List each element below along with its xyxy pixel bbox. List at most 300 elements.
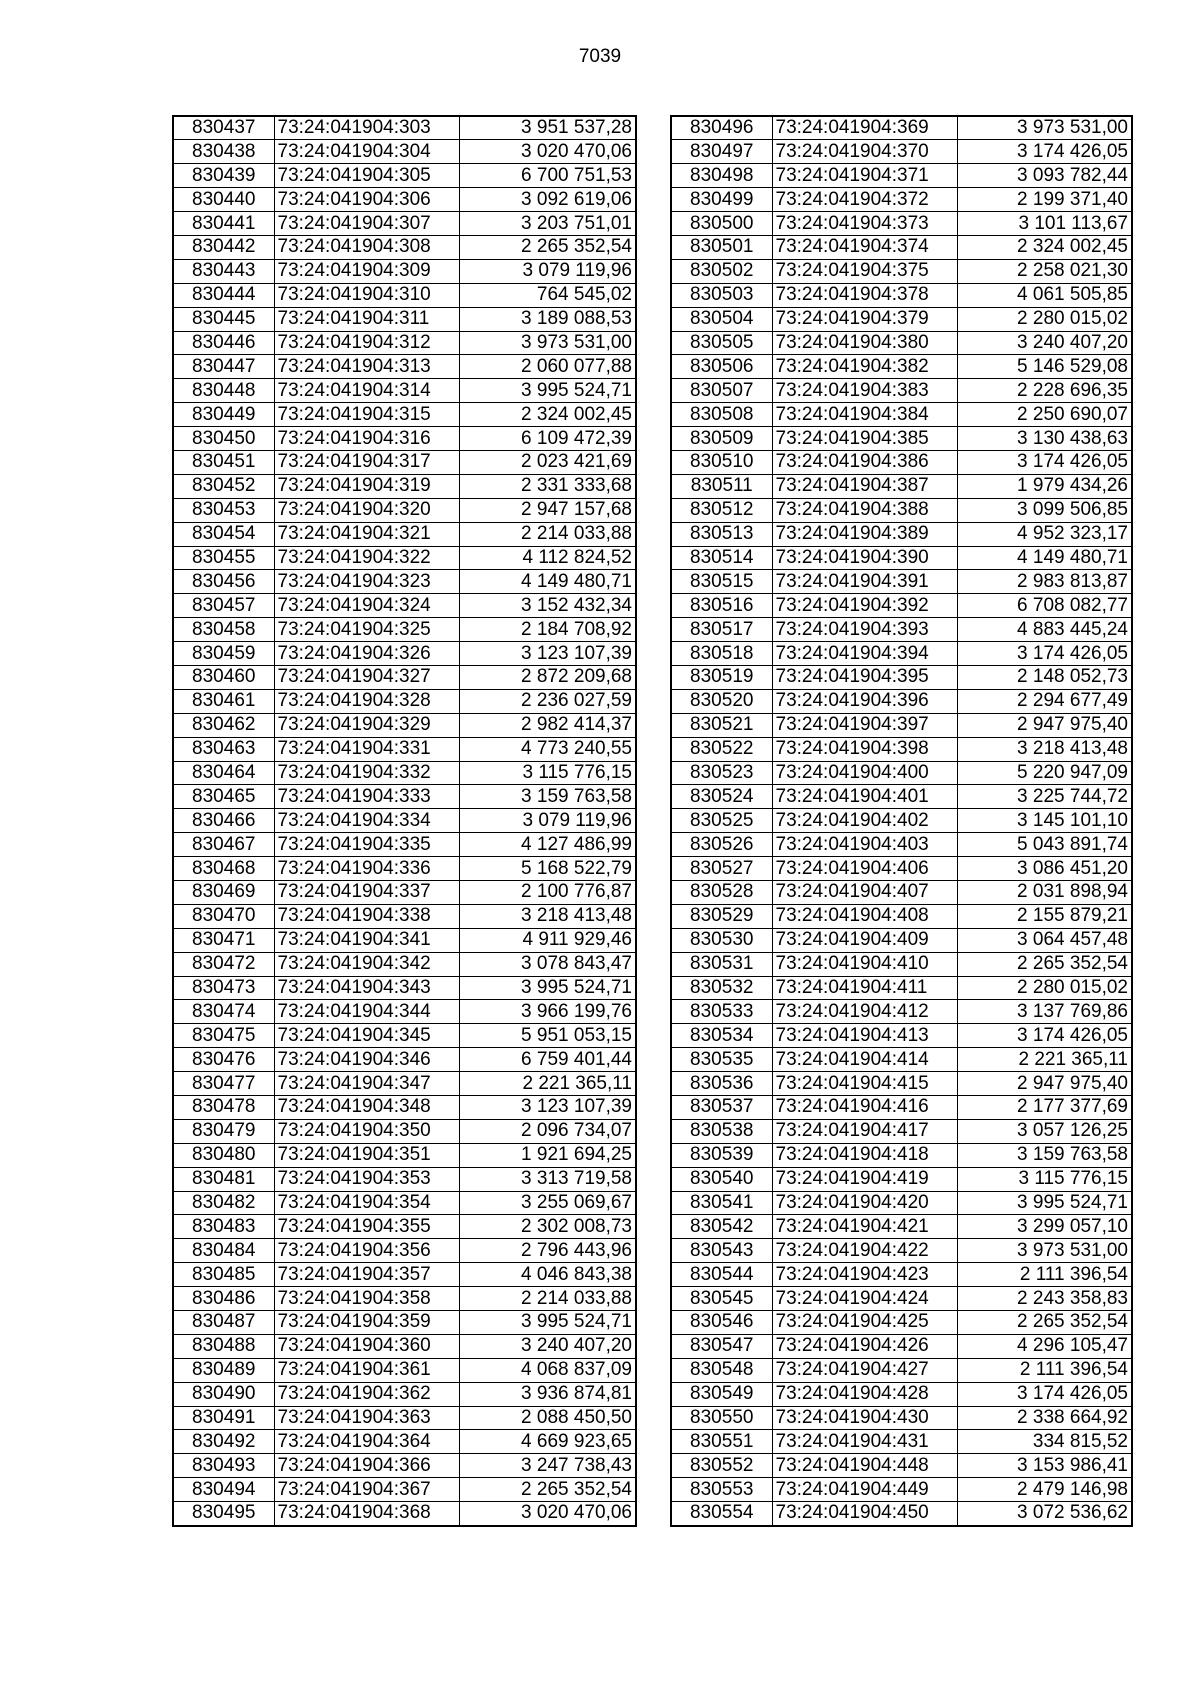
table-row [671,1072,1132,1096]
row-number-cell: 830508 [671,403,772,427]
table-row [173,1096,636,1120]
value-cell: 3 137 769,86 [957,1000,1132,1024]
value-cell: 5 043 891,74 [957,833,1132,857]
cadastral-number-cell: 73:24:041904:364 [274,1430,459,1454]
value-cell: 1 979 434,26 [957,474,1132,498]
table-row [671,522,1132,546]
value-cell: 3 240 407,20 [957,331,1132,355]
row-number-cell: 830537 [671,1096,772,1120]
cadastral-number-cell: 73:24:041904:346 [274,1048,459,1072]
cadastral-number-cell: 73:24:041904:314 [274,379,459,403]
value-cell: 2 214 033,88 [459,522,636,546]
table-row [173,188,636,212]
row-number-cell: 830529 [671,904,772,928]
row-number-cell: 830501 [671,235,772,259]
value-cell: 2 302 008,73 [459,1215,636,1239]
value-cell: 3 936 874,81 [459,1382,636,1406]
table-row [671,1263,1132,1287]
cadastral-number-cell: 73:24:041904:408 [772,904,957,928]
value-cell: 3 159 763,58 [459,785,636,809]
right-table-body [671,116,1132,1526]
table-row [671,1119,1132,1143]
value-cell: 3 086 451,20 [957,857,1132,881]
row-number-cell: 830478 [173,1096,274,1120]
value-cell: 2 280 015,02 [957,976,1132,1000]
table-row [671,331,1132,355]
cadastral-number-cell: 73:24:041904:326 [274,642,459,666]
cadastral-number-cell: 73:24:041904:373 [772,212,957,236]
cadastral-number-cell: 73:24:041904:397 [772,713,957,737]
value-cell: 2 258 021,30 [957,259,1132,283]
cadastral-number-cell: 73:24:041904:320 [274,498,459,522]
table-row [173,689,636,713]
cadastral-number-cell: 73:24:041904:398 [772,737,957,761]
value-cell: 5 146 529,08 [957,355,1132,379]
value-cell: 2 265 352,54 [957,1311,1132,1335]
table-row [671,1478,1132,1502]
value-cell: 5 220 947,09 [957,761,1132,785]
table-row [173,665,636,689]
row-number-cell: 830473 [173,976,274,1000]
table-row [671,1311,1132,1335]
row-number-cell: 830505 [671,331,772,355]
row-number-cell: 830479 [173,1119,274,1143]
value-cell: 2 479 146,98 [957,1478,1132,1502]
table-row [173,474,636,498]
row-number-cell: 830495 [173,1502,274,1526]
table-row [671,259,1132,283]
table-row [173,1048,636,1072]
row-number-cell: 830532 [671,976,772,1000]
row-number-cell: 830539 [671,1143,772,1167]
table-row [671,1358,1132,1382]
row-number-cell: 830524 [671,785,772,809]
cadastral-number-cell: 73:24:041904:379 [772,307,957,331]
table-row [173,833,636,857]
row-number-cell: 830493 [173,1454,274,1478]
row-number-cell: 830453 [173,498,274,522]
value-cell: 3 020 470,06 [459,1502,636,1526]
table-row [671,1191,1132,1215]
table-row [173,594,636,618]
value-cell: 3 995 524,71 [459,976,636,1000]
cadastral-number-cell: 73:24:041904:380 [772,331,957,355]
row-number-cell: 830499 [671,188,772,212]
table-row [671,474,1132,498]
cadastral-number-cell: 73:24:041904:375 [772,259,957,283]
value-cell: 3 130 438,63 [957,427,1132,451]
value-cell: 3 101 113,67 [957,212,1132,236]
cadastral-number-cell: 73:24:041904:316 [274,427,459,451]
table-row [671,164,1132,188]
table-row [173,1143,636,1167]
value-cell: 3 951 537,28 [459,116,636,140]
value-cell: 2 155 879,21 [957,904,1132,928]
row-number-cell: 830452 [173,474,274,498]
table-row [671,1000,1132,1024]
value-cell: 5 951 053,15 [459,1024,636,1048]
cadastral-number-cell: 73:24:041904:410 [772,952,957,976]
value-cell: 2 184 708,92 [459,618,636,642]
value-cell: 3 115 776,15 [957,1167,1132,1191]
table-row [671,665,1132,689]
value-cell: 2 265 352,54 [459,235,636,259]
cadastral-number-cell: 73:24:041904:366 [274,1454,459,1478]
value-cell: 3 174 426,05 [957,1382,1132,1406]
cadastral-number-cell: 73:24:041904:431 [772,1430,957,1454]
table-row [173,498,636,522]
cadastral-number-cell: 73:24:041904:337 [274,881,459,905]
table-row [173,1382,636,1406]
row-number-cell: 830519 [671,665,772,689]
row-number-cell: 830512 [671,498,772,522]
value-cell: 4 911 929,46 [459,928,636,952]
value-cell: 3 218 413,48 [957,737,1132,761]
left-table-body [173,116,636,1526]
table-row [671,212,1132,236]
cadastral-number-cell: 73:24:041904:367 [274,1478,459,1502]
table-row [671,737,1132,761]
cadastral-number-cell: 73:24:041904:415 [772,1072,957,1096]
table-row [671,642,1132,666]
cadastral-number-cell: 73:24:041904:413 [772,1024,957,1048]
row-number-cell: 830521 [671,713,772,737]
cadastral-number-cell: 73:24:041904:324 [274,594,459,618]
table-row [671,1215,1132,1239]
row-number-cell: 830527 [671,857,772,881]
value-cell: 3 020 470,06 [459,140,636,164]
cadastral-number-cell: 73:24:041904:383 [772,379,957,403]
row-number-cell: 830476 [173,1048,274,1072]
value-cell: 1 921 694,25 [459,1143,636,1167]
cadastral-number-cell: 73:24:041904:336 [274,857,459,881]
value-cell: 6 700 751,53 [459,164,636,188]
value-cell: 2 982 414,37 [459,713,636,737]
value-cell: 3 123 107,39 [459,642,636,666]
value-cell: 2 947 975,40 [957,713,1132,737]
value-cell: 3 174 426,05 [957,642,1132,666]
row-number-cell: 830483 [173,1215,274,1239]
value-cell: 3 079 119,96 [459,809,636,833]
table-row [671,689,1132,713]
table-row [173,1334,636,1358]
value-cell: 2 221 365,11 [459,1072,636,1096]
table-row [671,498,1132,522]
row-number-cell: 830484 [173,1239,274,1263]
value-cell: 3 099 506,85 [957,498,1132,522]
row-number-cell: 830503 [671,283,772,307]
value-cell: 3 240 407,20 [459,1334,636,1358]
cadastral-number-cell: 73:24:041904:333 [274,785,459,809]
row-number-cell: 830469 [173,881,274,905]
row-number-cell: 830485 [173,1263,274,1287]
cadastral-number-cell: 73:24:041904:422 [772,1239,957,1263]
table-row [671,450,1132,474]
cadastral-number-cell: 73:24:041904:329 [274,713,459,737]
value-cell: 2 100 776,87 [459,881,636,905]
row-number-cell: 830517 [671,618,772,642]
row-number-cell: 830502 [671,259,772,283]
value-cell: 4 883 445,24 [957,618,1132,642]
table-row [173,522,636,546]
table-row [173,1358,636,1382]
row-number-cell: 830450 [173,427,274,451]
value-cell: 3 218 413,48 [459,904,636,928]
row-number-cell: 830545 [671,1287,772,1311]
row-number-cell: 830509 [671,427,772,451]
value-cell: 3 115 776,15 [459,761,636,785]
table-row [173,1406,636,1430]
table-row [671,785,1132,809]
cadastral-number-cell: 73:24:041904:305 [274,164,459,188]
value-cell: 2 096 734,07 [459,1119,636,1143]
value-cell: 2 243 358,83 [957,1287,1132,1311]
table-row [173,809,636,833]
table-row [671,618,1132,642]
row-number-cell: 830491 [173,1406,274,1430]
table-row [671,1096,1132,1120]
row-number-cell: 830523 [671,761,772,785]
row-number-cell: 830462 [173,713,274,737]
left-data-table [172,115,637,1527]
cadastral-number-cell: 73:24:041904:304 [274,140,459,164]
value-cell: 2 280 015,02 [957,307,1132,331]
table-row [671,188,1132,212]
row-number-cell: 830546 [671,1311,772,1335]
table-row [173,212,636,236]
value-cell: 2 331 333,68 [459,474,636,498]
cadastral-number-cell: 73:24:041904:342 [274,952,459,976]
value-cell: 3 174 426,05 [957,450,1132,474]
row-number-cell: 830455 [173,546,274,570]
value-cell: 3 093 782,44 [957,164,1132,188]
table-row [173,904,636,928]
table-row [671,570,1132,594]
table-row [671,1382,1132,1406]
row-number-cell: 830550 [671,1406,772,1430]
cadastral-number-cell: 73:24:041904:345 [274,1024,459,1048]
cadastral-number-cell: 73:24:041904:368 [274,1502,459,1526]
row-number-cell: 830504 [671,307,772,331]
row-number-cell: 830543 [671,1239,772,1263]
cadastral-number-cell: 73:24:041904:306 [274,188,459,212]
row-number-cell: 830481 [173,1167,274,1191]
row-number-cell: 830443 [173,259,274,283]
row-number-cell: 830451 [173,450,274,474]
value-cell: 2 214 033,88 [459,1287,636,1311]
cadastral-number-cell: 73:24:041904:388 [772,498,957,522]
value-cell: 3 174 426,05 [957,1024,1132,1048]
value-cell: 3 123 107,39 [459,1096,636,1120]
cadastral-number-cell: 73:24:041904:391 [772,570,957,594]
value-cell: 3 189 088,53 [459,307,636,331]
table-row [671,1287,1132,1311]
cadastral-number-cell: 73:24:041904:372 [772,188,957,212]
table-row [173,331,636,355]
row-number-cell: 830472 [173,952,274,976]
row-number-cell: 830522 [671,737,772,761]
value-cell: 2 023 421,69 [459,450,636,474]
value-cell: 4 669 923,65 [459,1430,636,1454]
cadastral-number-cell: 73:24:041904:331 [274,737,459,761]
value-cell: 2 088 450,50 [459,1406,636,1430]
table-row [173,1072,636,1096]
row-number-cell: 830533 [671,1000,772,1024]
cadastral-number-cell: 73:24:041904:414 [772,1048,957,1072]
cadastral-number-cell: 73:24:041904:428 [772,1382,957,1406]
table-row [173,761,636,785]
row-number-cell: 830461 [173,689,274,713]
row-number-cell: 830492 [173,1430,274,1454]
table-row [671,1239,1132,1263]
table-row [671,116,1132,140]
table-row [173,116,636,140]
row-number-cell: 830466 [173,809,274,833]
cadastral-number-cell: 73:24:041904:430 [772,1406,957,1430]
row-number-cell: 830468 [173,857,274,881]
value-cell: 2 031 898,94 [957,881,1132,905]
cadastral-number-cell: 73:24:041904:361 [274,1358,459,1382]
row-number-cell: 830549 [671,1382,772,1406]
cadastral-number-cell: 73:24:041904:356 [274,1239,459,1263]
cadastral-number-cell: 73:24:041904:344 [274,1000,459,1024]
cadastral-number-cell: 73:24:041904:411 [772,976,957,1000]
value-cell: 2 265 352,54 [459,1478,636,1502]
row-number-cell: 830488 [173,1334,274,1358]
value-cell: 3 299 057,10 [957,1215,1132,1239]
row-number-cell: 830548 [671,1358,772,1382]
cadastral-number-cell: 73:24:041904:409 [772,928,957,952]
row-number-cell: 830510 [671,450,772,474]
table-row [671,881,1132,905]
table-row [671,403,1132,427]
cadastral-number-cell: 73:24:041904:355 [274,1215,459,1239]
row-number-cell: 830486 [173,1287,274,1311]
table-row [671,761,1132,785]
cadastral-number-cell: 73:24:041904:449 [772,1478,957,1502]
cadastral-number-cell: 73:24:041904:315 [274,403,459,427]
cadastral-number-cell: 73:24:041904:322 [274,546,459,570]
cadastral-number-cell: 73:24:041904:334 [274,809,459,833]
value-cell: 2 060 077,88 [459,355,636,379]
row-number-cell: 830494 [173,1478,274,1502]
value-cell: 2 111 396,54 [957,1263,1132,1287]
value-cell: 2 228 696,35 [957,379,1132,403]
row-number-cell: 830526 [671,833,772,857]
row-number-cell: 830447 [173,355,274,379]
row-number-cell: 830518 [671,642,772,666]
table-row [671,140,1132,164]
cadastral-number-cell: 73:24:041904:387 [772,474,957,498]
cadastral-number-cell: 73:24:041904:421 [772,1215,957,1239]
value-cell: 3 174 426,05 [957,140,1132,164]
table-row [671,1502,1132,1526]
value-cell: 4 061 505,85 [957,283,1132,307]
value-cell: 4 149 480,71 [957,546,1132,570]
row-number-cell: 830528 [671,881,772,905]
row-number-cell: 830471 [173,928,274,952]
cadastral-number-cell: 73:24:041904:311 [274,307,459,331]
table-row [671,928,1132,952]
table-row [671,1430,1132,1454]
value-cell: 3 995 524,71 [957,1191,1132,1215]
cadastral-number-cell: 73:24:041904:427 [772,1358,957,1382]
cadastral-number-cell: 73:24:041904:396 [772,689,957,713]
cadastral-number-cell: 73:24:041904:403 [772,833,957,857]
row-number-cell: 830463 [173,737,274,761]
cadastral-number-cell: 73:24:041904:359 [274,1311,459,1335]
row-number-cell: 830458 [173,618,274,642]
cadastral-number-cell: 73:24:041904:321 [274,522,459,546]
cadastral-number-cell: 73:24:041904:386 [772,450,957,474]
cadastral-number-cell: 73:24:041904:323 [274,570,459,594]
row-number-cell: 830544 [671,1263,772,1287]
table-row [173,1478,636,1502]
table-row [173,857,636,881]
value-cell: 3 966 199,76 [459,1000,636,1024]
cadastral-number-cell: 73:24:041904:343 [274,976,459,1000]
value-cell: 4 068 837,09 [459,1358,636,1382]
row-number-cell: 830438 [173,140,274,164]
table-row [173,1167,636,1191]
value-cell: 4 046 843,38 [459,1263,636,1287]
cadastral-number-cell: 73:24:041904:423 [772,1263,957,1287]
table-row [173,1430,636,1454]
table-row [671,594,1132,618]
table-row [173,642,636,666]
value-cell: 3 973 531,00 [957,1239,1132,1263]
value-cell: 764 545,02 [459,283,636,307]
row-number-cell: 830475 [173,1024,274,1048]
value-cell: 4 773 240,55 [459,737,636,761]
value-cell: 3 973 531,00 [957,116,1132,140]
row-number-cell: 830489 [173,1358,274,1382]
value-cell: 3 079 119,96 [459,259,636,283]
cadastral-number-cell: 73:24:041904:357 [274,1263,459,1287]
table-row [173,427,636,451]
value-cell: 2 947 975,40 [957,1072,1132,1096]
cadastral-number-cell: 73:24:041904:389 [772,522,957,546]
row-number-cell: 830525 [671,809,772,833]
table-row [173,355,636,379]
table-row [671,1048,1132,1072]
cadastral-number-cell: 73:24:041904:347 [274,1072,459,1096]
row-number-cell: 830536 [671,1072,772,1096]
cadastral-number-cell: 73:24:041904:310 [274,283,459,307]
row-number-cell: 830497 [671,140,772,164]
value-cell: 2 872 209,68 [459,665,636,689]
row-number-cell: 830465 [173,785,274,809]
row-number-cell: 830444 [173,283,274,307]
cadastral-number-cell: 73:24:041904:420 [772,1191,957,1215]
cadastral-number-cell: 73:24:041904:424 [772,1287,957,1311]
value-cell: 3 078 843,47 [459,952,636,976]
row-number-cell: 830457 [173,594,274,618]
cadastral-number-cell: 73:24:041904:448 [772,1454,957,1478]
row-number-cell: 830442 [173,235,274,259]
value-cell: 3 145 101,10 [957,809,1132,833]
cadastral-number-cell: 73:24:041904:309 [274,259,459,283]
table-row [173,1239,636,1263]
cadastral-number-cell: 73:24:041904:303 [274,116,459,140]
cadastral-number-cell: 73:24:041904:341 [274,928,459,952]
cadastral-number-cell: 73:24:041904:363 [274,1406,459,1430]
row-number-cell: 830554 [671,1502,772,1526]
cadastral-number-cell: 73:24:041904:313 [274,355,459,379]
table-row [173,403,636,427]
table-row [173,737,636,761]
row-number-cell: 830482 [173,1191,274,1215]
